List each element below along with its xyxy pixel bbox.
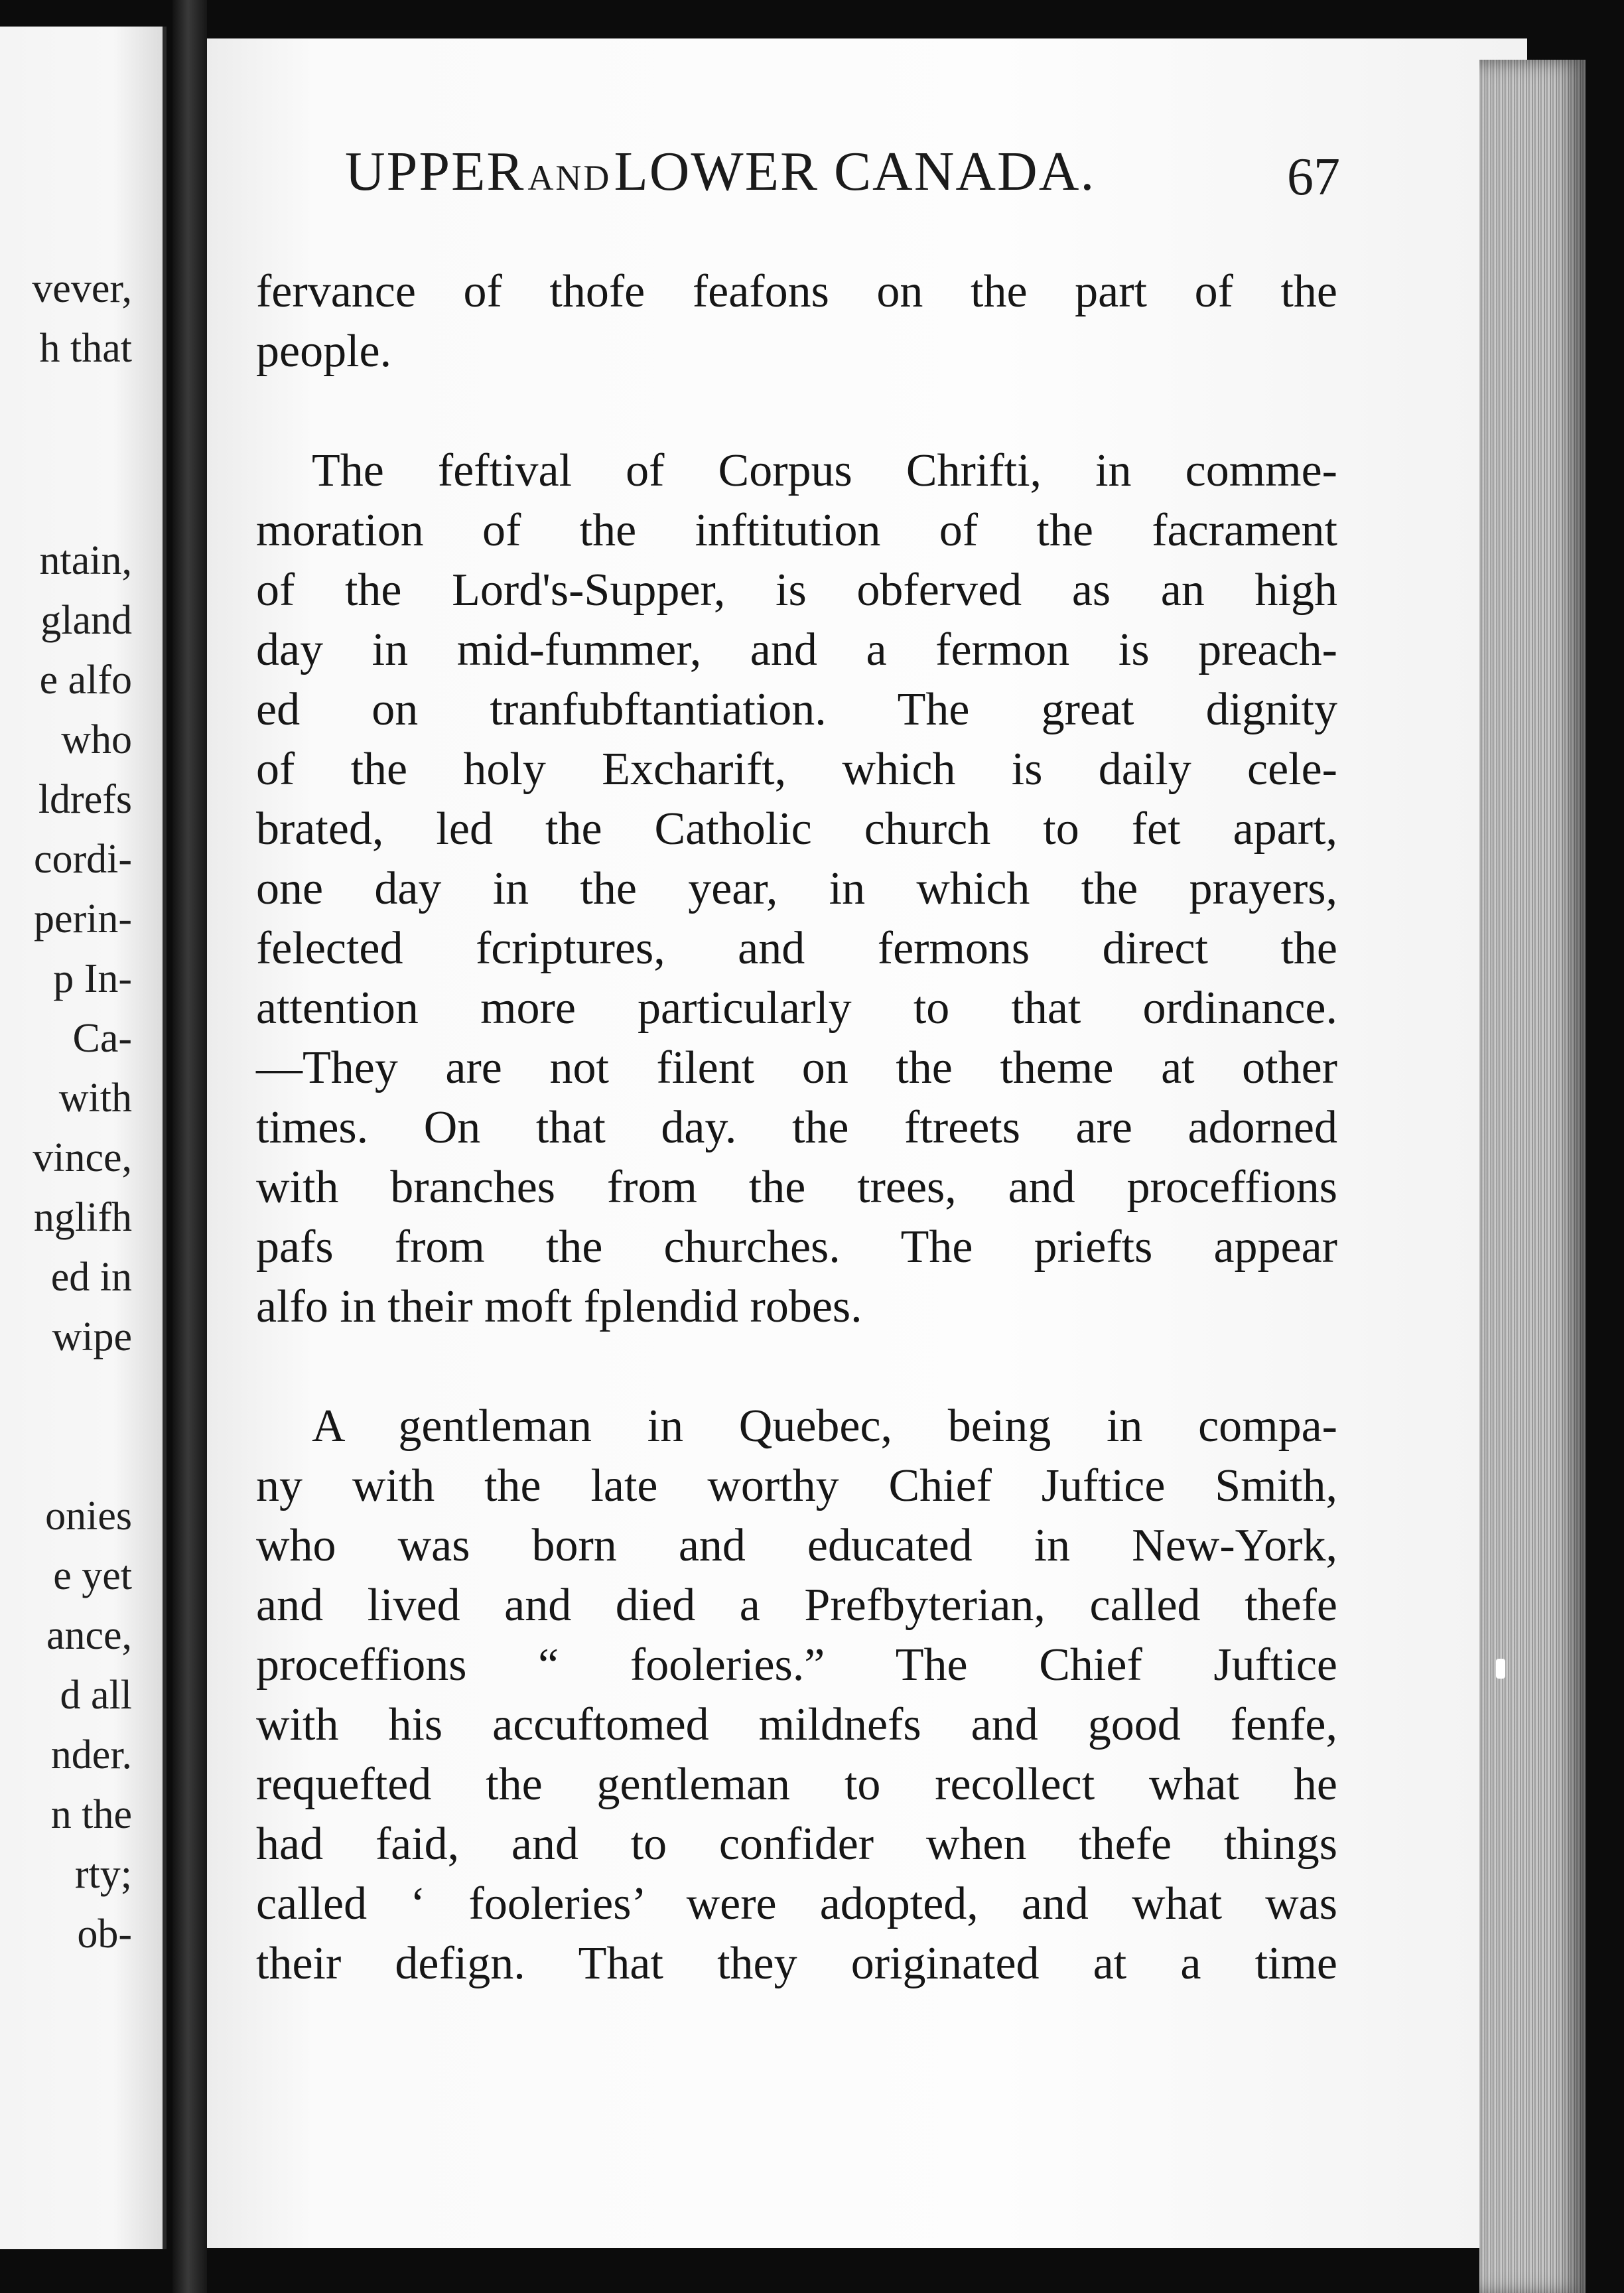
left-page-line: e yet [53, 1553, 132, 1598]
text-line: attention more particularly to that ordinance. [256, 983, 1337, 1034]
left-page-line: vever, [32, 266, 132, 311]
left-page-line: h that [39, 326, 132, 371]
text-line: alfo in their moft fplendid robes. [256, 1281, 862, 1332]
left-page-line: rty; [74, 1852, 132, 1897]
text-line: A gentleman in Quebec, being in compa- [312, 1401, 1337, 1452]
left-page-line: with [58, 1076, 132, 1121]
running-head-part1: UPPER [345, 141, 525, 202]
text-line: brated, led the Catholic church to fet apart, [256, 803, 1337, 855]
text-line: their defign. That they originated at a time [256, 1938, 1337, 1989]
left-page-line: e alfo [39, 658, 132, 703]
text-line: pafs from the churches. The priefts appear [256, 1221, 1337, 1273]
left-page-line: ldrefs [38, 777, 132, 822]
text-line: had faid, and to confider when thefe things [256, 1819, 1337, 1870]
running-head [345, 139, 1360, 204]
text-line: people. [256, 326, 392, 377]
left-page [0, 27, 167, 2249]
left-page-line: ob- [77, 1911, 132, 1957]
text-line: one day in the year, in which the prayers, [256, 863, 1337, 914]
left-page-line: ed in [50, 1255, 132, 1300]
text-line: and lived and died a Prefbyterian, called thefe [256, 1580, 1337, 1631]
left-page-line: p In- [53, 956, 132, 1001]
text-line: with branches from the trees, and proceffions [256, 1162, 1337, 1213]
running-head-part3: LOWER CANADA. [614, 141, 1096, 202]
left-page-line: d all [60, 1673, 132, 1718]
text-line: moration of the inftitution of the facrament [256, 505, 1337, 556]
running-head-and: AND [527, 158, 612, 198]
left-page-line: wipe [52, 1314, 132, 1359]
left-page-line: nglifh [33, 1195, 132, 1240]
text-line: times. On that day. the ftreets are adorned [256, 1102, 1337, 1153]
left-page-line: onies [45, 1494, 132, 1539]
text-line: day in mid-fummer, and a fermon is preach- [256, 624, 1337, 675]
text-line: fervance of thofe feafons on the part of the [256, 266, 1337, 317]
page-number: 67 [1287, 148, 1340, 206]
left-page-line: ance, [46, 1613, 132, 1658]
text-line: The feftival of Corpus Chrifti, in comme- [312, 445, 1337, 496]
text-line: felected fcriptures, and fermons direct the [256, 923, 1337, 974]
page-edges [1479, 60, 1586, 2293]
book-spine [172, 0, 207, 2293]
left-page-line: perin- [33, 896, 132, 941]
page-edge-mark [1496, 1659, 1505, 1679]
left-page-line: Ca- [72, 1016, 132, 1061]
text-line: ed on tranfubftantiation. The great dignity [256, 684, 1337, 735]
left-page-line: n the [50, 1792, 132, 1837]
left-page-line: gland [40, 598, 132, 643]
left-page-line: who [61, 717, 132, 762]
text-line: proceffions “ fooleries.” The Chief Juftice [256, 1639, 1337, 1691]
text-line: who was born and educated in New-York, [256, 1520, 1337, 1571]
text-line: of the Lord's-Supper, is obferved as an high [256, 565, 1337, 616]
text-line: with his accuftomed mildnefs and good fenfe, [256, 1699, 1337, 1750]
left-page-line: ntain, [39, 538, 132, 583]
text-line: of the holy Excharift, which is daily cele- [256, 744, 1337, 795]
left-page-line: cordi- [33, 837, 132, 882]
text-line: —They are not filent on the theme at other [256, 1042, 1337, 1093]
text-line: ny with the late worthy Chief Juftice Smith, [256, 1460, 1337, 1511]
text-line: requefted the gentleman to recollect what he [256, 1759, 1337, 1810]
left-page-line: nder. [50, 1732, 132, 1777]
left-page-line: vince, [33, 1135, 132, 1180]
text-line: called ‘ fooleries’ were adopted, and what was [256, 1878, 1337, 1929]
